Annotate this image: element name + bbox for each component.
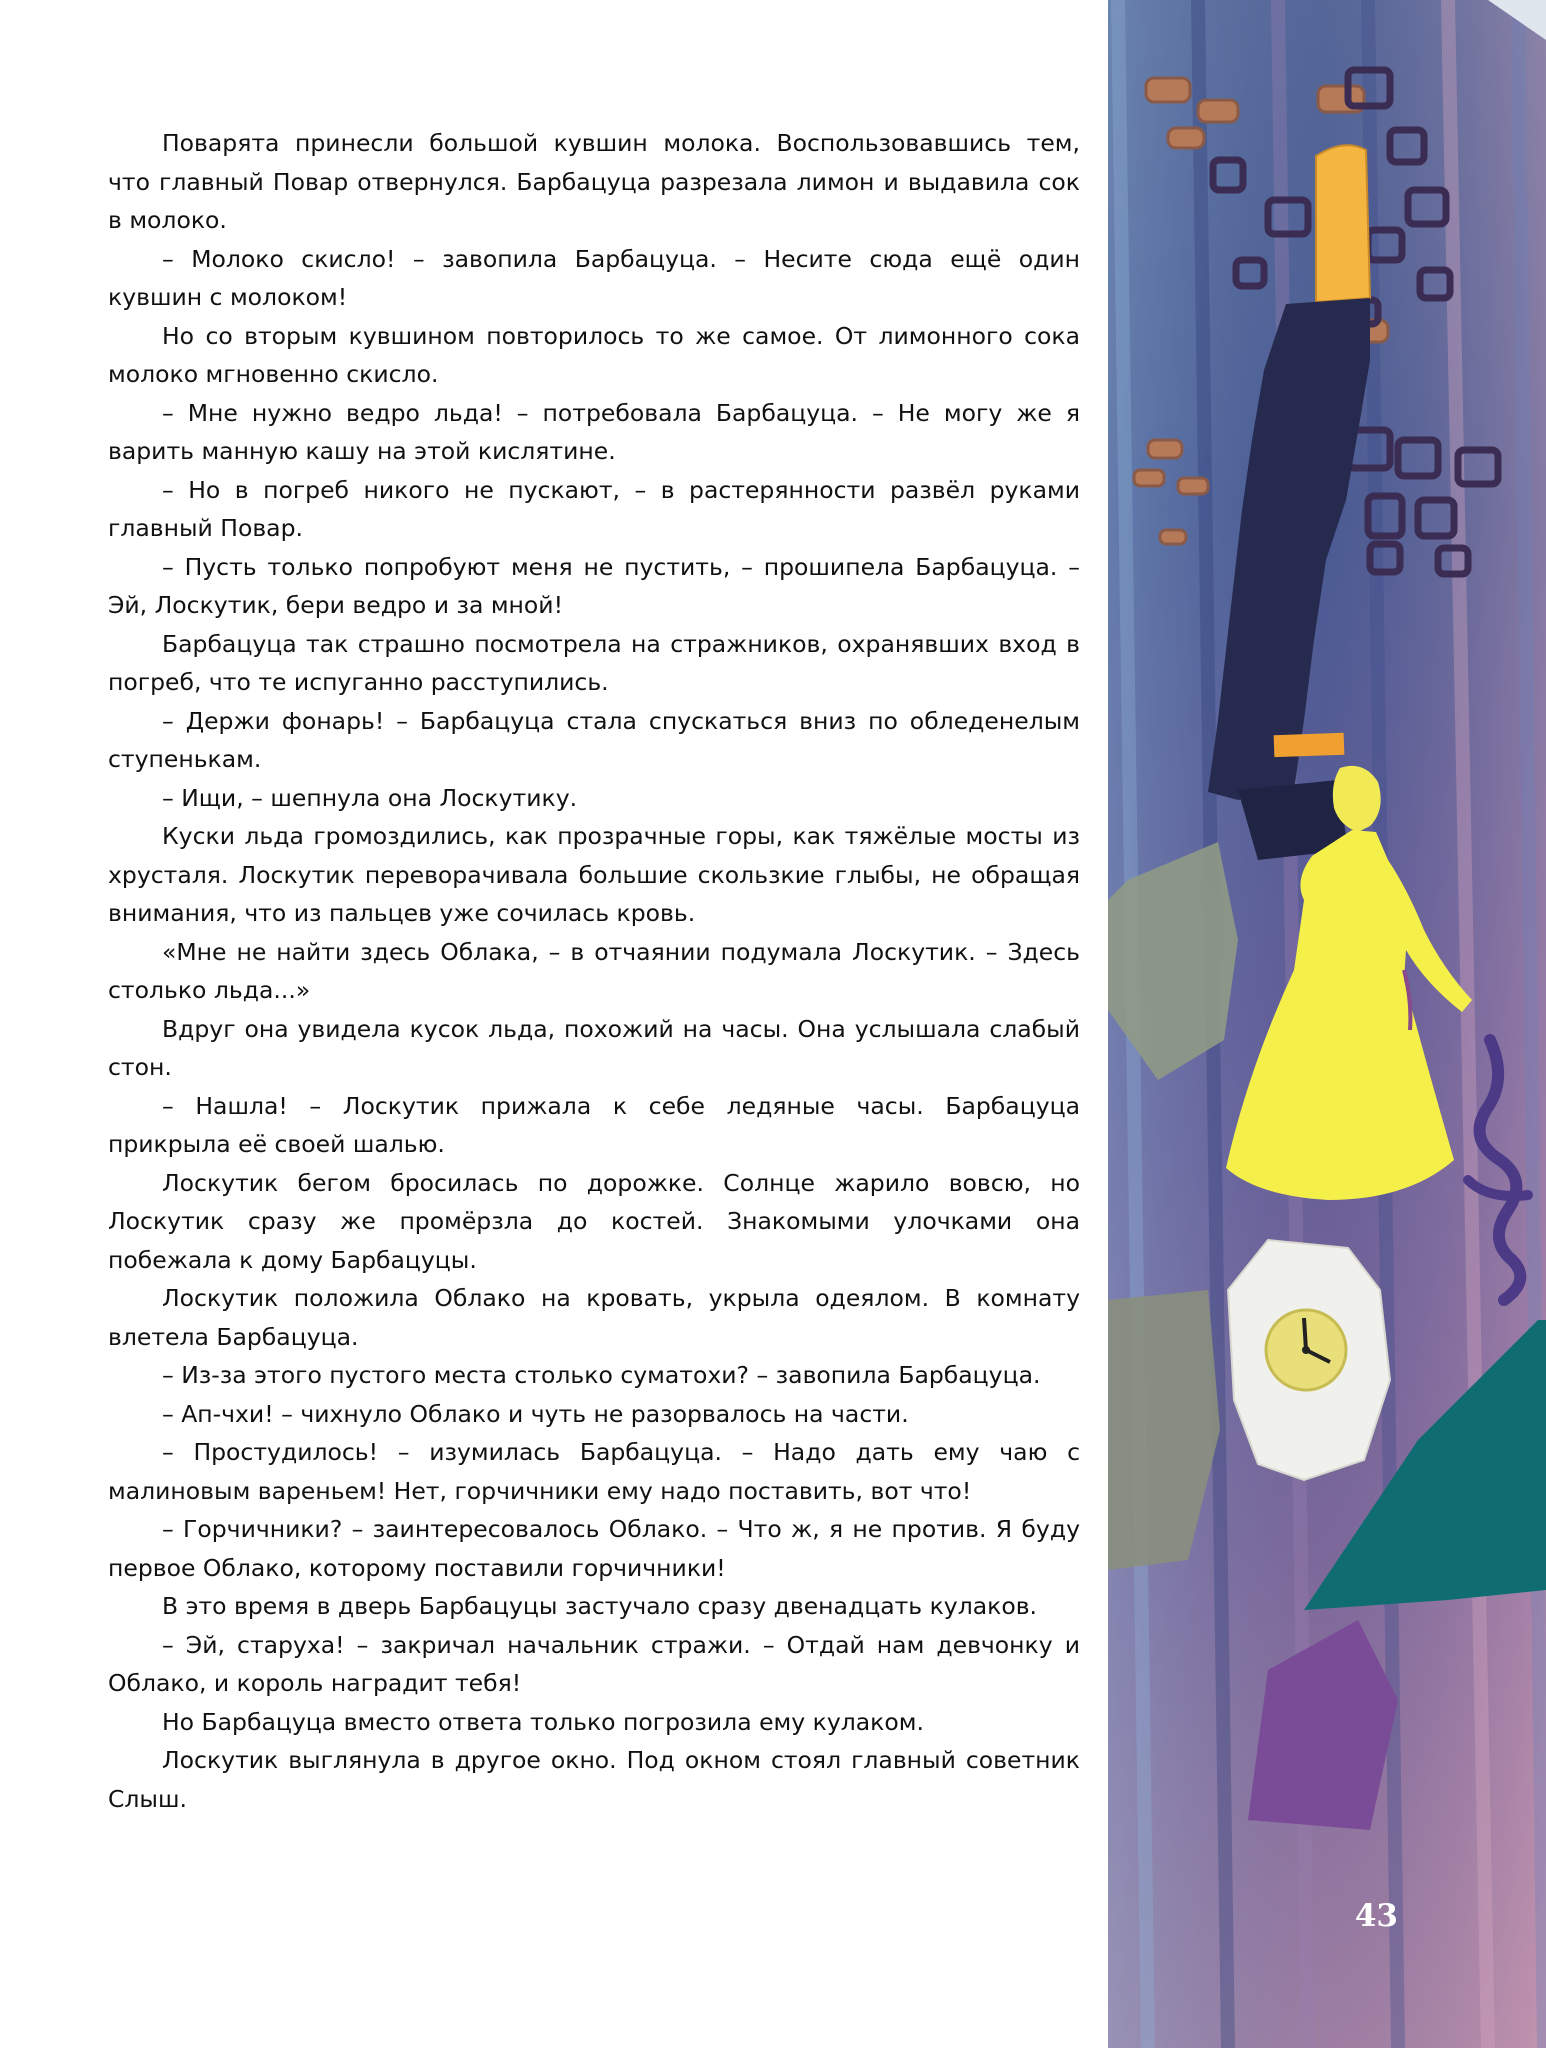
paragraph: – Из-за этого пустого места столько суматохи? – завопила Барбацуца. xyxy=(162,1361,1041,1389)
paragraph: – Простудилось! – изумилась Барбацуца. – Надо дать ему чаю с малиновым вареньем! Нет, горчичники ему надо поставить, вот что! xyxy=(108,1438,1080,1505)
clock-shape xyxy=(1228,1240,1390,1480)
paragraph: Лоскутик положила Облако на кровать, укрыла одеялом. В комнату влетела Барбацуца. xyxy=(108,1284,1080,1351)
paragraph: Вдруг она увидела кусок льда, похожий на часы. Она услышала слабый стон. xyxy=(108,1014,1080,1081)
paragraph: – Молоко скисло! – завопила Барбацуца. – Несите сюда ещё один кувшин с молоком! xyxy=(108,244,1080,311)
paragraph: Но со вторым кувшином повторилось то же самое. От лимонного сока молоко мгновенно скисло. xyxy=(108,321,1080,388)
paragraph: – Ищи, – шепнула она Лоскутику. xyxy=(162,783,578,812)
paragraph: Лоскутик бегом бросилась по дорожке. Солнце жарило вовсю, но Лоскутик сразу же промёрзла до костей. Знакомыми улочками она побежала к дому Барбацуцы. xyxy=(108,1168,1080,1274)
paragraph: «Мне не найти здесь Облака, – в отчаянии подумала Лоскутик. – Здесь столько льда...» xyxy=(108,937,1080,1004)
paragraph: Куски льда громоздились, как прозрачные горы, как тяжёлые мосты из хрусталя. Лоскутик переворачивала большие скользкие глыбы, не обращая внимания, что из пальцев уже сочилась кровь. xyxy=(108,822,1080,927)
tower-door xyxy=(1316,145,1370,302)
paragraph: – Но в погреб никого не пускают, – в растерянности развёл руками главный Повар. xyxy=(108,475,1080,542)
text-column xyxy=(108,124,1080,1818)
paragraph: Барбацуца так страшно посмотрела на стражников, охранявших вход в погреб, что те испуганно расступились. xyxy=(108,629,1080,696)
orange-strip xyxy=(1274,733,1345,757)
paragraph: – Ап-чхи! – чихнуло Облако и чуть не разорвалось на части. xyxy=(162,1399,909,1428)
paragraph: – Пусть только попробуют меня не пустить, – прошипела Барбацуца. – Эй, Лоскутик, бери ведро и за мной! xyxy=(108,552,1080,619)
paragraph: – Держи фонарь! – Барбацуца стала спускаться вниз по обледенелым ступенькам. xyxy=(108,706,1080,773)
paragraph: В это время в дверь Барбацуцы застучало сразу двенадцать кулаков. xyxy=(162,1592,1038,1620)
paragraph: – Эй, старуха! – закричал начальник стражи. – Отдай нам девчонку и Облако, и король наградит тебя! xyxy=(108,1630,1080,1697)
paragraph: Но Барбацуца вместо ответа только погрозила ему кулаком. xyxy=(162,1707,924,1736)
paragraph: Поварята принесли большой кувшин молока. Воспользовавшись тем, что главный Повар отвернулся. Барбацуца разрезала лимон и выдавила сок в молоко. xyxy=(108,129,1080,234)
paragraph: – Горчичники? – заинтересовалось Облако. – Что ж, я не против. Я буду первое Облако, которому поставили горчичники! xyxy=(108,1515,1080,1582)
page-number: 43 xyxy=(1354,1898,1398,1934)
paragraph: Лоскутик выглянула в другое окно. Под окном стоял главный советник Слыш. xyxy=(108,1746,1080,1813)
collage-illustration xyxy=(1108,0,1546,2048)
paragraph: – Нашла! – Лоскутик прижала к себе ледяные часы. Барбацуца прикрыла её своей шалью. xyxy=(108,1091,1080,1158)
paragraph: – Мне нужно ведро льда! – потребовала Барбацуца. – Не могу же я варить манную кашу на этой кислятине. xyxy=(108,398,1080,465)
